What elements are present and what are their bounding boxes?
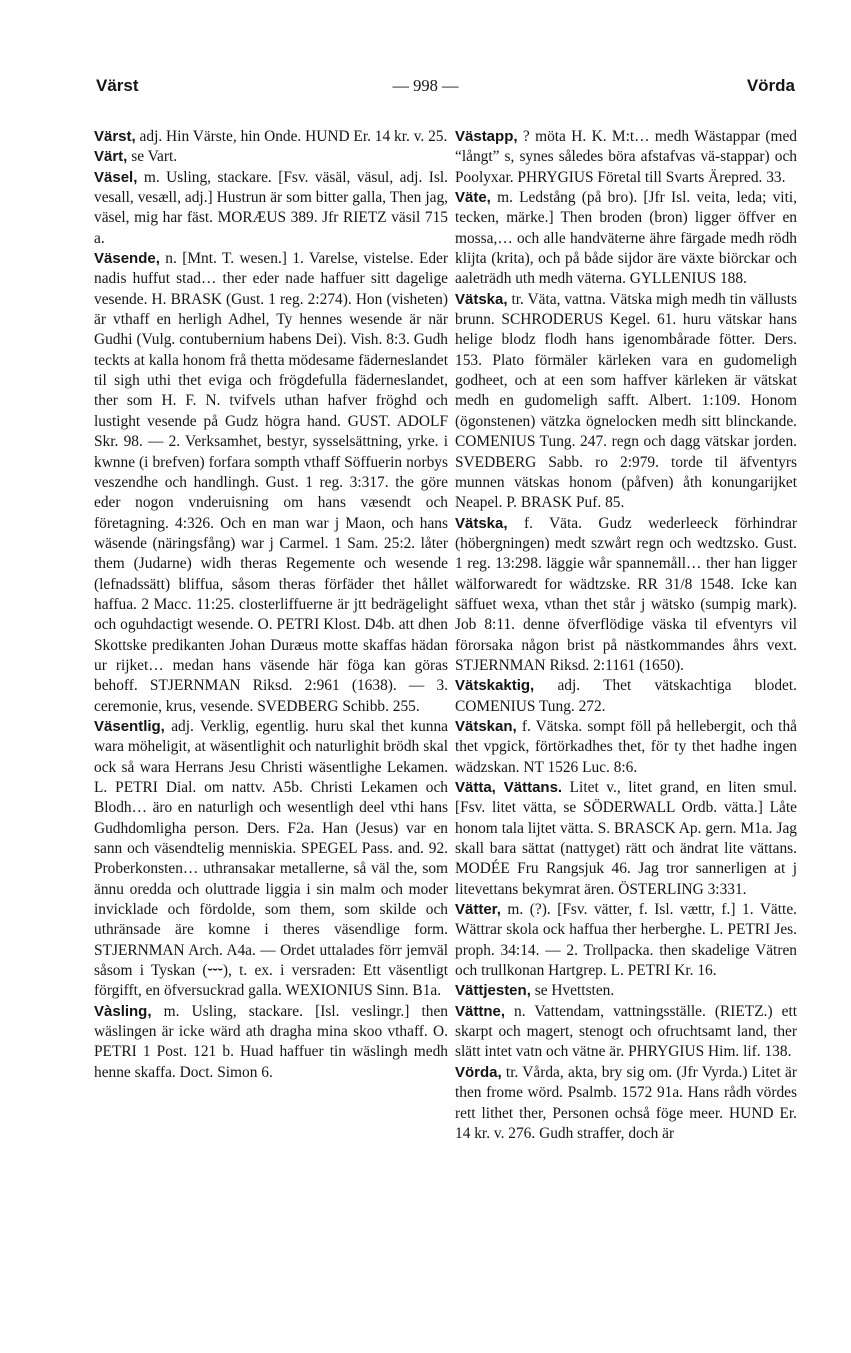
- dictionary-entry: [455, 514, 797, 677]
- headword: Vörda,: [455, 1063, 502, 1081]
- entry-text: se Vart.: [127, 148, 178, 166]
- entry-text: m. Ledstång (på bro). [Jfr Isl. veita, leda; viti, tecken, märke.] Then broden (bron) ligger öffver en mossa,… och alle handväterne ähre färgade medh rödh klijta (krita), och på både sijdor äre växte biörckar och aaleträdh uth medh väterna. GYLLENIUS 188.: [455, 189, 797, 288]
- entry-text: m. Usling, stackare. [Fsv. väsäl, väsul, adj. Isl. vesall, vesæll, adj.] Hustrun är som bitter galla, Then jag, väsel, mig har fäst. MORÆUS 389. Jfr RIETZ väsil 715 a.: [94, 168, 448, 247]
- headword: Vätskan,: [455, 717, 517, 735]
- headword: Vätska,: [455, 514, 508, 532]
- headword: Vätskaktig,: [455, 677, 535, 695]
- headword: Värst,: [94, 128, 136, 145]
- headword: Vàsling,: [94, 1002, 152, 1020]
- headword: Väsel,: [94, 168, 138, 186]
- dictionary-entry: [94, 249, 448, 717]
- entry-text: se Hvettsten.: [530, 982, 615, 1000]
- entry-text: n. [Mnt. T. wesen.] 1. Varelse, vistelse. Eder nadis huffut stad… ther eder nade haffuer sitt dagelige vesende. H. BRASK (Gust. 1 reg. 2:274). Hon (visheten) är vthaff en herligh Adhel, Ty hennes wesende är när Gudhi (Vulg. contubernium habens Dei). Vish. 8:3. Gudh teckts at kalla honom frå thetta mödesame fäderneslandet til sigh uthi thet eviga och frögdefulla fäderneslandet, ther som H. F. N. tvifvels uthan hafver fröghd och lustight vesende på Gudz högra hand. GUST. ADOLF Skr. 98. — 2. Verksamhet, bestyr, sysselsättning, yrke. i kwnne (i brefven) forfara sompth vthaff Söffuerin norbys veszendhe och handlingh. Gust. 1 reg. 3:317. the göre eder nogon vnderuisning om hans væsendt och företagning. 4:326. Och en man war j Maon, och hans wäsende (näringsfång) war j Carmel. 1 Sam. 25:2. låter them (Judarne) widh theras Regemente och wesende (lefnadssätt) bliffua, såsom theras förfäder thet hållet haffua. 2 Macc. 11:25. closterliffuerne är jtt bedrägelight och oguhdactigt wesende. O. PETRI Klost. D4b. att dhen Skottske predikanten Johan Duræus motte skaffas hädan ur rijket… medan hans väsende här föga kan göras behoff. STJERNMAN Riksd. 2:961 (1638). — 3. ceremonie, krus, vesende. SVEDBERG Schibb. 255.: [94, 250, 448, 715]
- headword: Vätta, Vättans.: [455, 779, 563, 796]
- dictionary-entry: [455, 778, 797, 900]
- entry-text: m. (?). [Fsv. vätter, f. Isl. vættr, f.] 1. Vätte. Wättrar skola ock haffua ther herberghe. L. PETRI Jes. proph. 34:14. — 2. Trollpacka. then skadelige Vätren och trullkonan Hartgrep. L. PETRI Kr. 16.: [455, 901, 797, 980]
- headword: Väte,: [455, 189, 491, 207]
- dictionary-entry: [455, 717, 797, 778]
- page-number: — 998 —: [392, 76, 459, 95]
- headword: Västapp,: [455, 128, 518, 145]
- entry-text: Litet v., litet grand, en liten smul. [Fsv. litet vätta, se SÖDERWALL Ordb. vätta.] Låte honom tala lijtet vätta. S. BRASCK Ap. gern. M1a. Jag skall bara sättat (nattyget) rätt och ändrat lite vättans. MODÉE Fru Rangsjuk 46. Jag tror sannerligen at j litevettans bekymrat ären. ÖSTERLING 3:331.: [455, 779, 797, 898]
- entry-text: adj. Thet vätskachtiga blodet. COMENIUS Tung. 272.: [455, 677, 797, 715]
- headword: Väsende,: [94, 250, 160, 268]
- dictionary-entry: [455, 188, 797, 290]
- running-head-left: Värst: [96, 76, 139, 95]
- headword: Väsentlig,: [94, 717, 165, 735]
- entry-text: adj. Verklig, egentlig. huru skal thet kunna wara möheligit, at wäsentlighit och naturlighit brödh skal ock så wara Herrans Jesu Christi wäsentlighe Lekamen. L. PETRI Dial. om nattv. A5b. Christi Lekamen och Blodh… äro en naturligh och wesentligh deel vthi hans Gudhdomligha person. Ders. F2a. Han (Jesus) var en sann och väsendtelig menniskia. SPEGEL Pass. and. 92. Proberkonsten… uthransakar metallerne, så väl the, som ännu oredda och oluttrade liggia i sin malm och moder invicklade och fördolde, som them, som skilde och uthränsade äre komne i theres väsendlige form. STJERNMAN Arch. A4a. — Ordet uttalades förr jemväl såsom i Tyskan (⏑⏑⏑), t. ex. i versraden: Ett väsentligt förgifft, en öfversuckrad galla. WEXIONIUS Sinn. B1a.: [94, 717, 448, 1000]
- headword: Vättne,: [455, 1002, 506, 1020]
- dictionary-entry: [455, 1002, 797, 1063]
- entry-text: f. Vätska. sompt föll på hellebergit, och thå thet vpgick, förtörkadhes thet, för ty thet hadhe ingen wädzskan. NT 1526 Luc. 8:6.: [455, 717, 797, 776]
- entry-text: tr. Väta, vattna. Vätska migh medh tin vällusts brunn. SCHRODERUS Kegel. 61. huru vätskar hans helige blodz flodh hans igenombårade fötter. Ders. 153. Plato förmäler kärleken vara en gudomeligh godheet, och at een som haffver kärleken är vätskat medh en gudomeligh safft. Albert. 1:109. Honom (ögonstenen) vätzka ögnelocken medh sitt blinckande. COMENIUS Tung. 247. regn och dagg vätskar jorden. SVEDBERG Sabb. ro 2:979. torde til äfventyrs munnen vätskas honom (påfven) åth konungarijket Neapel. P. BRASK Puf. 85.: [455, 290, 797, 512]
- headword: Vättjesten,: [455, 982, 531, 1000]
- dictionary-entry: [94, 1002, 448, 1083]
- page-header: [0, 76, 851, 102]
- dictionary-entry: [94, 147, 448, 167]
- entry-text: tr. Vårda, akta, bry sig om. (Jfr Vyrda.) Litet är then frome wörd. Psalmb. 1572 91a. Hans rådh vördes rett lithet ther, Personen ochså föge meer. HUND Er. 14 kr. v. 276. Gudh straffer, doch är: [455, 1063, 797, 1142]
- entry-text: adj. Hin Värste, hin Onde. HUND Er. 14 kr. v. 25.: [135, 128, 448, 145]
- running-head-right: Vörda: [746, 76, 795, 95]
- dictionary-entry: [94, 168, 448, 249]
- dictionary-entry: [455, 900, 797, 981]
- dictionary-entry: [94, 127, 448, 147]
- entry-text: f. Väta. Gudz wederleeck förhindrar (höbergningen) medt szwårt regn och wedtzsko. Gust. 1 reg. 13:298. läggie wår spannemåll… ther han ligger wälforwaredt for wädtzske. RR 31/8 1548. Icke kan säffuet wexa, vthan thet står j wätsko (sumpig mark). Job 8:11. denne öfverflödige väska til efventyrs vil förorsaka någon brist på nästkommandes åhrs vext. STJERNMAN Riksd. 2:1161 (1650).: [455, 514, 797, 674]
- dictionary-entry: [94, 717, 448, 1002]
- entry-text: m. Usling, stackare. [Isl. veslingr.] then wäslingen är icke wärd ath dragha mina skoo vthaff. O. PETRI 1 Post. 121 b. Huad haffuer tin wäslingh medh henne skaffa. Doct. Simon 6.: [94, 1002, 448, 1081]
- headword: Värt,: [94, 148, 128, 166]
- right-column: [455, 127, 797, 1144]
- dictionary-entry: [455, 676, 797, 717]
- dictionary-entry: [455, 127, 797, 188]
- left-column: [94, 127, 448, 1083]
- entry-text: ? möta H. K. M:t… medh Wästappar (med “långt” s, synes således böra afstafvas vä-stappar) och Poolyxar. PHRYGIUS Företal till Svarts Ärepred. 33.: [455, 128, 797, 186]
- entry-text: n. Vattendam, vattningsställe. (RIETZ.) ett skarpt och magert, stenogt och ofruchtsamt land, ther slätt intet vatn och vätne är. PHRYGIUS Him. lif. 138.: [455, 1002, 797, 1061]
- dictionary-entry: [455, 1063, 797, 1144]
- dictionary-entry: [455, 290, 797, 514]
- headword: Vätter,: [455, 901, 501, 919]
- dictionary-entry: [455, 981, 797, 1001]
- headword: Vätska,: [455, 290, 508, 308]
